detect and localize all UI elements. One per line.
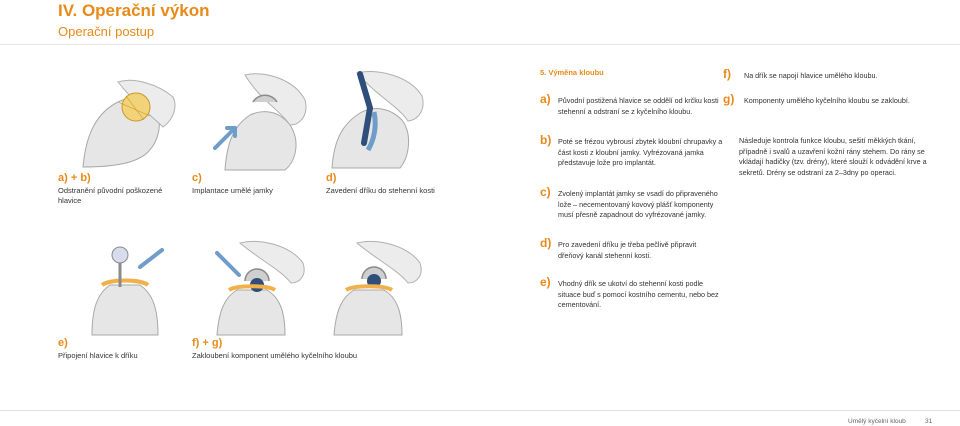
caption-fg-letter: f) + g) xyxy=(192,337,223,349)
step-c-letter: c) xyxy=(540,185,551,199)
footer-book-title: Umělý kyčelní kloub xyxy=(848,418,906,425)
aftercare-text: Následuje kontrola funkce kloubu, sešití měkkých tkání, případně i svalů a uzavření kožní rány stehem. Do rány se vkládají hadičky (tzv. drény), které slouží k odvádění krve a sekretů. Drény se odstraní za 2–3dny po operaci. xyxy=(739,136,927,177)
illustration-assembled-joint xyxy=(322,235,432,335)
step-g-letter: g) xyxy=(723,92,735,106)
illustration-joint-reduction xyxy=(205,235,315,335)
step-c-text: Zvolený implantát jamky se vsadí do připraveného lože – necementovaný kovový plášť komponenty musí přesně zapadnout do vyfrézované jamky. xyxy=(558,189,718,219)
caption-ab-text: Odstranění původní poškozené hlavice xyxy=(58,186,163,205)
step-e-text: Vhodný dřík se ukotví do stehenní kosti podle situace buď s pomocí kostního cementu, nebo bez cementování. xyxy=(558,279,719,309)
caption-e-letter: e) xyxy=(58,337,68,349)
caption-d-letter: d) xyxy=(326,172,337,184)
caption-ab-letter: a) + b) xyxy=(58,172,91,184)
header-divider xyxy=(0,44,960,45)
step-b-text: Poté se frézou vybrousí zbytek kloubní chrupavky a část kosti z kloubní jamky. Vyfrézovaná jamka představuje lože pro implantát. xyxy=(558,137,723,167)
page-title: IV. Operační výkon xyxy=(58,1,210,20)
step-f-text: Na dřík se napojí hlavice umělého kloubu. xyxy=(744,71,878,80)
page-number: 31 xyxy=(925,418,933,425)
step-e-letter: e) xyxy=(540,275,551,289)
illustration-head-attachment xyxy=(80,235,180,335)
step-g-text: Komponenty umělého kyčelního kloubu se zakloubí. xyxy=(744,96,910,105)
step-a-letter: a) xyxy=(540,92,551,106)
caption-d-text: Zavedení dříku do stehenní kosti xyxy=(326,186,435,195)
caption-fg-text: Zakloubení komponent umělého kyčelního kloubu xyxy=(192,351,358,360)
step-b-letter: b) xyxy=(540,133,552,147)
caption-e-text: Připojení hlavice k dříku xyxy=(58,351,138,360)
page-subtitle: Operační postup xyxy=(58,24,155,39)
illustration-acetabulum xyxy=(205,70,315,170)
illustration-stem-insertion xyxy=(322,68,432,168)
step-d-letter: d) xyxy=(540,236,552,250)
caption-c-text: Implantace umělé jamky xyxy=(192,186,273,195)
illustration-head-removal xyxy=(78,72,188,172)
step-d-text: Pro zavedení dříku je třeba pečlivě připravit dřeňový kanál stehenní kosti. xyxy=(558,240,697,260)
section-title: 5. Výměna kloubu xyxy=(540,68,604,77)
step-a-text: Původní postižená hlavice se oddělí od krčku kosti stehenní a odstraní se z kyčelního kloubu. xyxy=(558,96,719,116)
step-f-letter: f) xyxy=(723,67,731,81)
footer-divider xyxy=(0,410,960,411)
caption-c-letter: c) xyxy=(192,172,202,184)
